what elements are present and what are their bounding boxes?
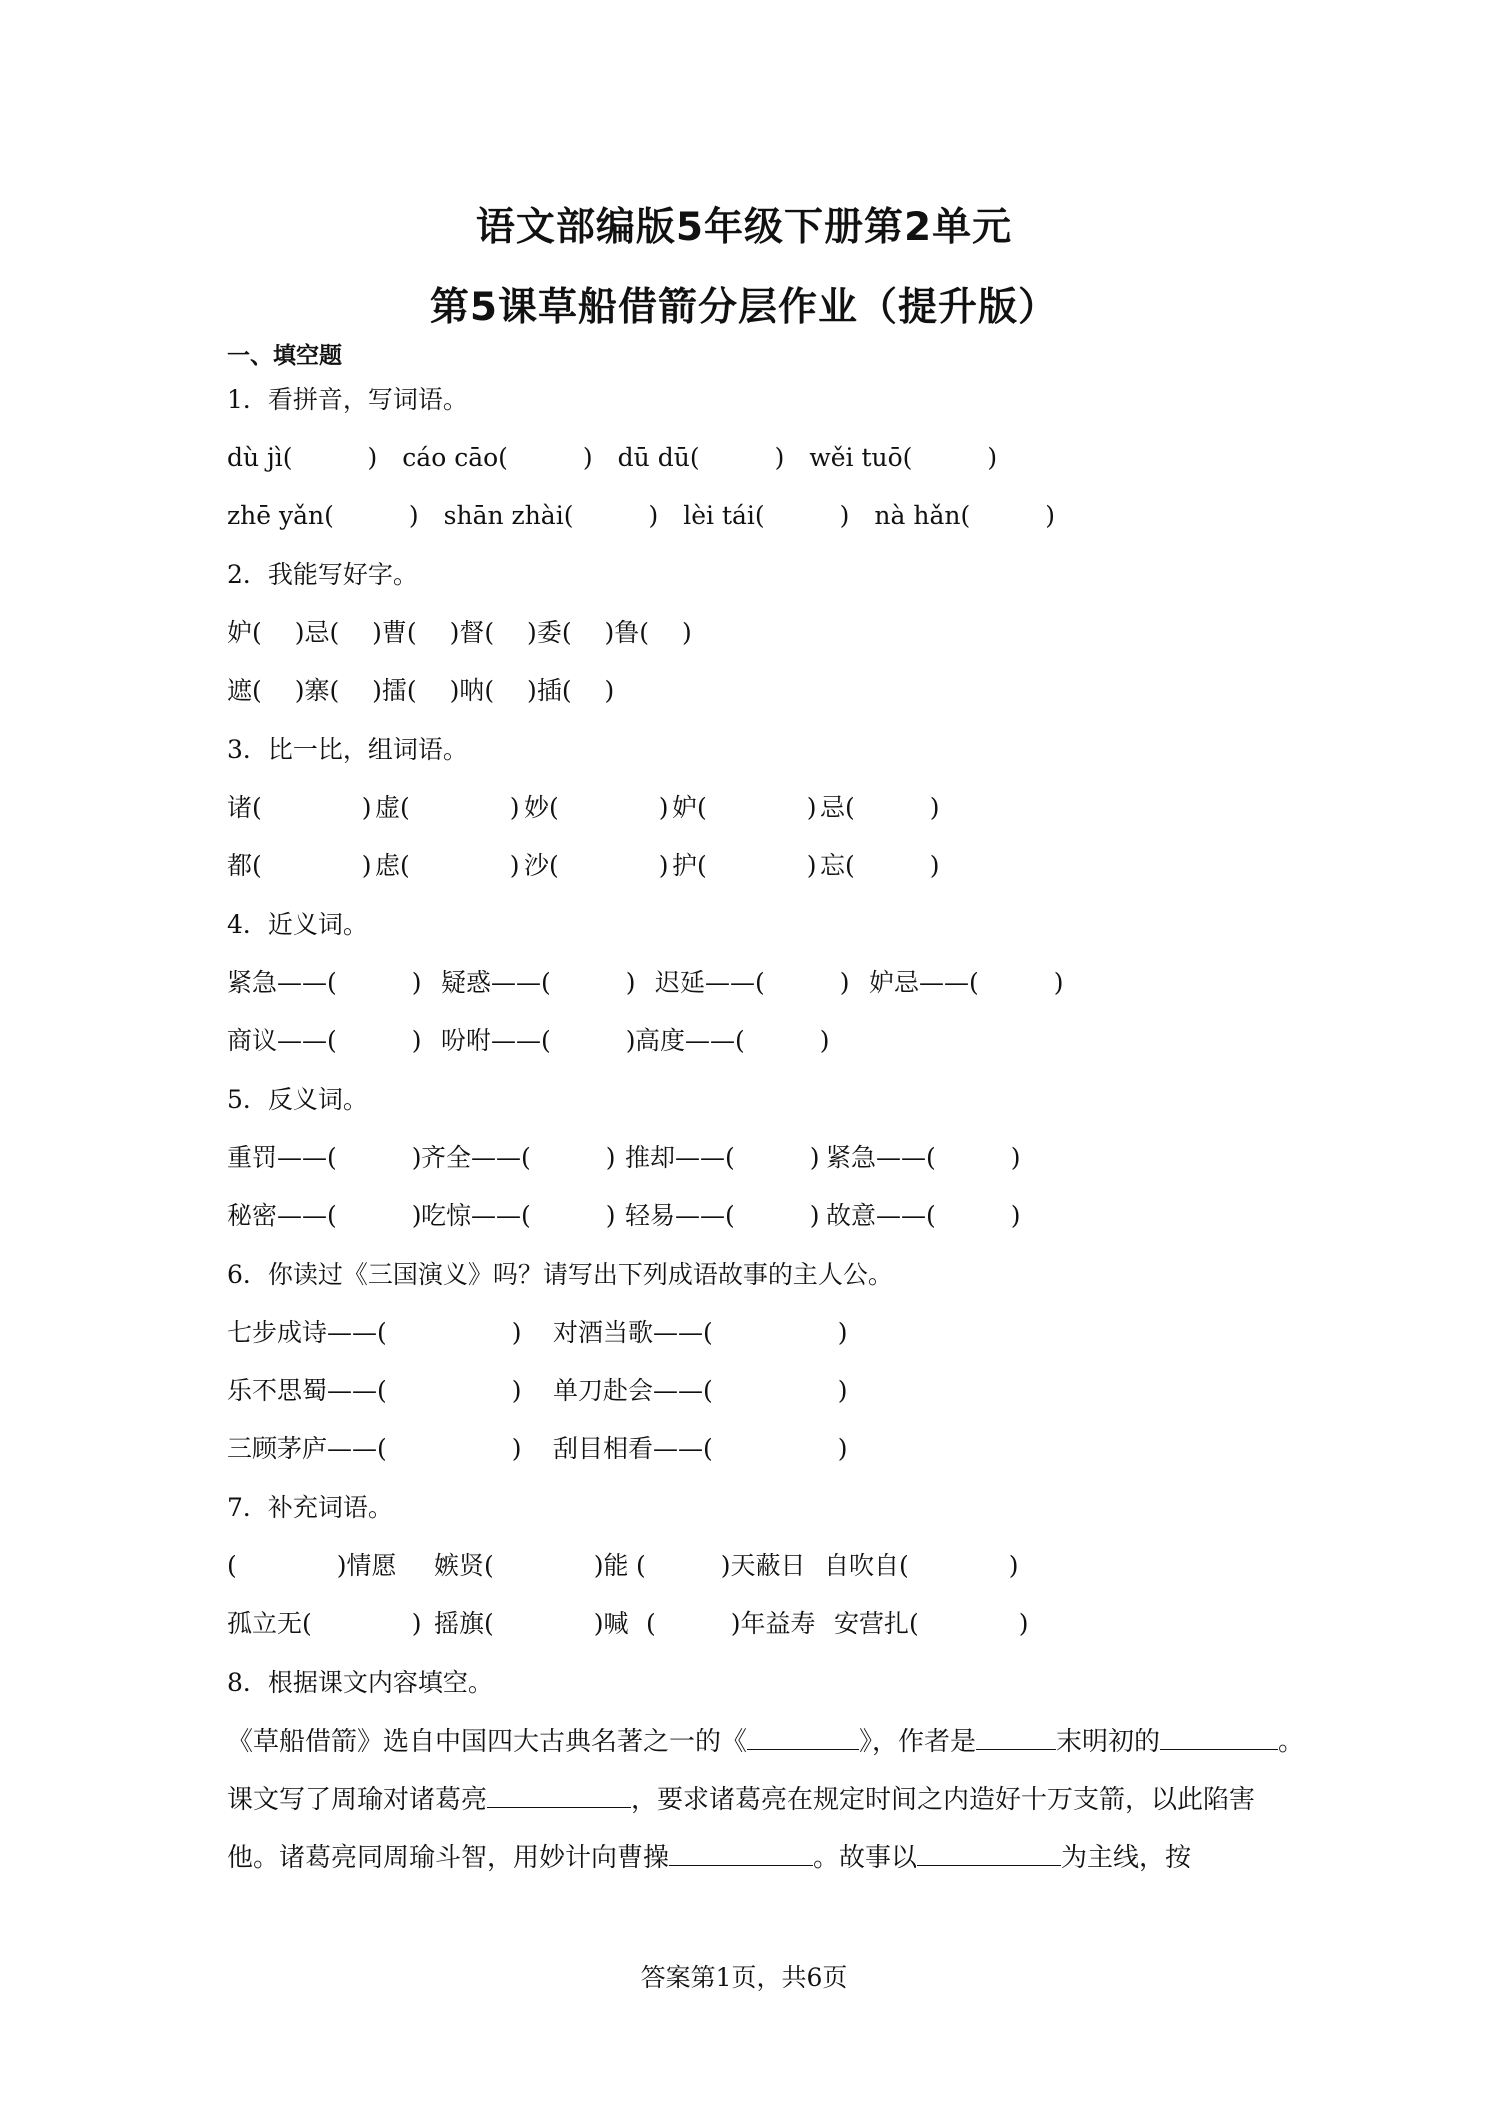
q5-item: 重罚——( ) xyxy=(227,1143,422,1172)
q7-item: 孤立无( ) xyxy=(227,1609,422,1638)
q6-item: 单刀赴会——( ) xyxy=(553,1376,848,1405)
q3-item: 忌( ) xyxy=(820,793,940,822)
q6-prompt: 6．你读过《三国演义》吗？请写出下列成语故事的主人公。 xyxy=(227,1260,893,1289)
q1-row-1: dù jì( ) cáo cāo( ) dū dū( ) wěi tuō( ) xyxy=(227,443,998,472)
q5-item: 吃惊——( ) xyxy=(421,1201,616,1230)
q7-item: 自吹自( ) xyxy=(824,1551,1019,1580)
q8-text: 。 xyxy=(1278,1727,1305,1757)
q5-item: 齐全——( ) xyxy=(421,1143,616,1172)
q5-item: 紧急——( ) xyxy=(826,1143,1021,1172)
q8-paragraph-line-3 xyxy=(227,1841,1191,1874)
q7-item: ( )年益寿 xyxy=(646,1609,816,1638)
q7-item: 摇旗( )喊 xyxy=(434,1609,629,1638)
q4-item: 妒忌——( ) xyxy=(869,968,1064,997)
q1-row-2: zhē yǎn( ) shān zhài( ) lèi tái( ) nà hǎn( ) xyxy=(227,501,1055,530)
q8-blank[interactable] xyxy=(747,1725,859,1750)
q5-prompt: 5．反义词。 xyxy=(227,1085,368,1114)
q7-item: ( )情愿 xyxy=(227,1551,397,1580)
q7-item: 安营扎( ) xyxy=(834,1609,1029,1638)
q6-item: 三顾茅庐——( ) xyxy=(227,1434,522,1463)
q8-prompt: 8．根据课文内容填空。 xyxy=(227,1668,493,1697)
q3-item: 都( ) xyxy=(227,851,372,880)
q8-text: 为主线，按 xyxy=(1061,1843,1192,1873)
q6-item: 乐不思蜀——( ) xyxy=(227,1376,522,1405)
q8-blank[interactable] xyxy=(917,1841,1061,1866)
q4-item: 高度——( ) xyxy=(635,1026,830,1055)
q3-item: 虚( ) xyxy=(375,793,520,822)
q5-item: 故意——( ) xyxy=(826,1201,1021,1230)
q8-text: 》，作者是 xyxy=(859,1727,977,1757)
q2-row-2: 遮( )寨( )擂( )呐( )插( ) xyxy=(227,676,615,705)
q8-paragraph-line-1 xyxy=(227,1725,1304,1758)
page-footer: 答案第1页，共6页 xyxy=(640,1963,848,1992)
q2-row-1: 妒( )忌( )曹( )督( )委( )鲁( ) xyxy=(227,618,692,647)
q8-text: 《草船借箭》选自中国四大古典名著之一的《 xyxy=(227,1727,748,1757)
q5-item: 秘密——( ) xyxy=(227,1201,422,1230)
q8-blank[interactable] xyxy=(487,1783,631,1808)
q8-paragraph-line-2 xyxy=(227,1783,1255,1816)
q3-prompt: 3．比一比，组词语。 xyxy=(227,735,468,764)
q4-item: 疑惑——( ) xyxy=(441,968,636,997)
q4-item: 商议——( ) xyxy=(227,1026,422,1055)
q4-prompt: 4．近义词。 xyxy=(227,910,368,939)
q8-text: 课文写了周瑜对诸葛亮 xyxy=(227,1785,488,1815)
q5-item: 轻易——( ) xyxy=(625,1201,820,1230)
q7-prompt: 7．补充词语。 xyxy=(227,1493,393,1522)
q8-text: 末明初的 xyxy=(1056,1727,1161,1757)
q2-prompt: 2．我能写好字。 xyxy=(227,560,418,589)
q3-item: 妙( ) xyxy=(524,793,669,822)
q8-text: 。故事以 xyxy=(813,1843,918,1873)
title-line-2: 第5课草船借箭分层作业（提升版） xyxy=(429,285,1059,330)
q8-blank[interactable] xyxy=(1160,1725,1278,1750)
q3-item: 忘( ) xyxy=(820,851,940,880)
q7-item: 嫉贤( )能 xyxy=(434,1551,629,1580)
q1-prompt: 1．看拼音，写词语。 xyxy=(227,385,468,414)
q6-item: 七步成诗——( ) xyxy=(227,1318,522,1347)
q8-blank[interactable] xyxy=(976,1725,1056,1750)
q4-item: 吩咐——( ) xyxy=(441,1026,636,1055)
q6-item: 刮目相看——( ) xyxy=(553,1434,848,1463)
title-line-1: 语文部编版5年级下册第2单元 xyxy=(475,205,1013,250)
q3-item: 沙( ) xyxy=(524,851,669,880)
q3-item: 诸( ) xyxy=(227,793,372,822)
q3-item: 护( ) xyxy=(672,851,817,880)
q4-item: 紧急——( ) xyxy=(227,968,422,997)
q4-item: 迟延——( ) xyxy=(655,968,850,997)
q6-item: 对酒当歌——( ) xyxy=(553,1318,848,1347)
q7-item: ( )天蔽日 xyxy=(636,1551,806,1580)
q8-text: ，要求诸葛亮在规定时间之内造好十万支箭，以此陷害 xyxy=(631,1785,1256,1815)
section-heading-fill-blank: 一、填空题 xyxy=(227,343,342,369)
q5-item: 推却——( ) xyxy=(625,1143,820,1172)
q3-item: 虑( ) xyxy=(375,851,520,880)
q8-text: 他。诸葛亮同周瑜斗智，用妙计向曹操 xyxy=(227,1843,670,1873)
q3-item: 妒( ) xyxy=(672,793,817,822)
q8-blank[interactable] xyxy=(669,1841,813,1866)
